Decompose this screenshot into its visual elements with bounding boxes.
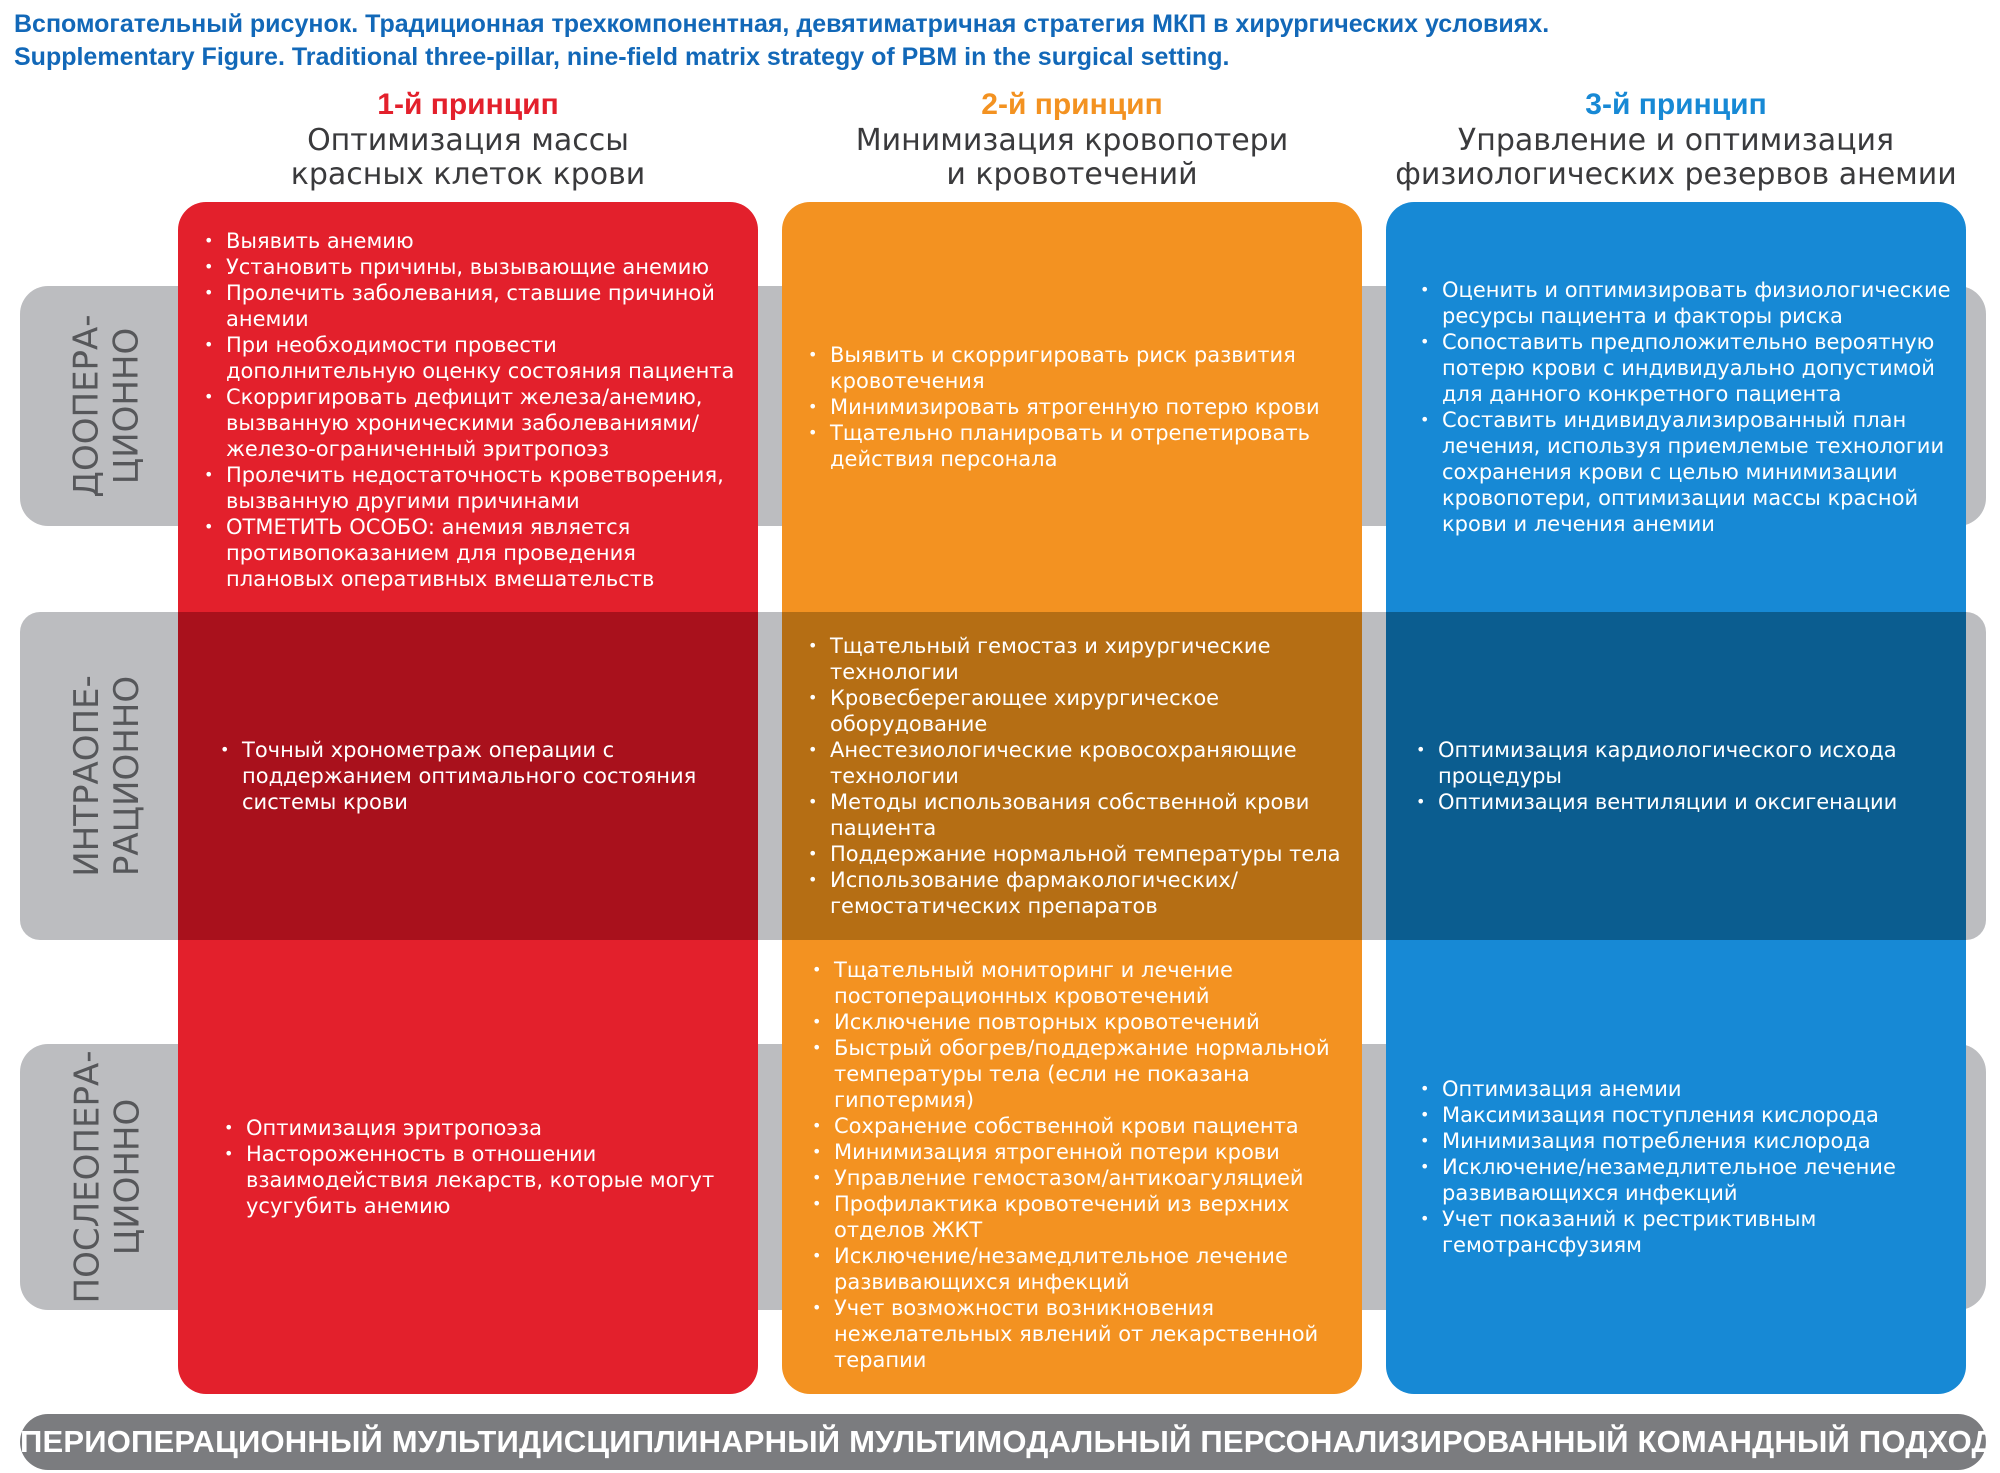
list-item: • Точный хронометраж операции с поддержанием оптимального состояния системы крови — [216, 737, 738, 815]
list-item: • Выявить анемию — [200, 228, 748, 254]
list-item: • Выявить и скорригировать риск развития кровотечения — [804, 342, 1352, 394]
list-item: • Управление гемостазом/антикоагуляцией — [808, 1165, 1352, 1191]
row-label-line: РАЦИОННО — [107, 675, 148, 877]
pillar-header-2 — [782, 86, 1362, 192]
figure-title-en: Supplementary Figure. Traditional three-pillar, nine-field matrix strategy of PBM in the surgical setting. — [14, 43, 1230, 71]
list-item: • Учет возможности возникновения нежелательных явлений от лекарственной терапии — [808, 1295, 1352, 1373]
list-item: • Исключение повторных кровотечений — [808, 1009, 1352, 1035]
pillar-header-3 — [1386, 86, 1966, 192]
list-item: • Кровесберегающее хирургическое оборудование — [804, 685, 1352, 737]
bullet-list — [804, 342, 1352, 472]
bullet-list — [200, 228, 748, 592]
bullet-list — [216, 737, 738, 815]
bullet-list — [808, 957, 1352, 1373]
list-item: • Быстрый обогрев/поддержание нормальной температуры тела (если не показана гипотермия) — [808, 1035, 1352, 1113]
pillar-title-line: Минимизация кровопотери — [855, 123, 1289, 158]
list-item: • Профилактика кровотечений из верхних отделов ЖКТ — [808, 1191, 1352, 1243]
pillar-header-1 — [178, 86, 758, 192]
row-label-line: ЦИОННО — [107, 327, 148, 485]
list-item: • Настороженность в отношении взаимодействия лекарств, которые могут усугубить анемию — [220, 1141, 738, 1219]
cell-intra-3 — [1386, 612, 1966, 940]
list-item: • Методы использования собственной крови пациента — [804, 789, 1352, 841]
cell-post-2 — [782, 950, 1362, 1380]
list-item: • Оптимизация кардиологического исхода процедуры — [1412, 737, 1956, 789]
figure-title-ru: Вспомогательный рисунок. Традиционная трехкомпонентная, девятиматричная стратегия МКП в хирургических условиях. — [14, 10, 1550, 38]
list-item: • Поддержание нормальной температуры тела — [804, 841, 1352, 867]
row-label-line: ДООПЕРА- — [67, 314, 108, 498]
cell-pre-1 — [178, 218, 758, 602]
list-item: • Анестезиологические кровосохраняющие технологии — [804, 737, 1352, 789]
row-label-preoperative — [32, 286, 182, 526]
list-item: • Сопоставить предположительно вероятную потерю крови с индивидуально допустимой для данного конкретного пациента — [1416, 329, 1956, 407]
list-item: • Установить причины, вызывающие анемию — [200, 254, 748, 280]
footer-banner: ПЕРИОПЕРАЦИОННЫЙ МУЛЬТИДИСЦИПЛИНАРНЫЙ МУЛЬТИМОДАЛЬНЫЙ ПЕРСОНАЛИЗИРОВАННЫЙ КОМАНДНЫЙ ПОДХОД — [20, 1414, 1986, 1470]
list-item: • Исключение/незамедлительное лечение развивающихся инфекций — [1416, 1154, 1956, 1206]
pillar-column-2 — [782, 202, 1362, 1394]
list-item: • Оптимизация вентиляции и оксигенации — [1412, 789, 1956, 815]
list-item: • Составить индивидуализированный план лечения, используя приемлемые технологии сохранения крови с целью минимизации кровопотери, оптимизации массы красной крови и лечения анемии — [1416, 407, 1956, 537]
row-label-postoperative — [32, 1044, 182, 1310]
cell-post-3 — [1386, 940, 1966, 1394]
cell-intra-1 — [178, 612, 758, 940]
list-item: • Оптимизация эритропоэза — [220, 1115, 738, 1141]
list-item: • Тщательно планировать и отрепетировать действия персонала — [804, 420, 1352, 472]
list-item: • Максимизация поступления кислорода — [1416, 1102, 1956, 1128]
pillar-title-line: красных клеток крови — [290, 157, 646, 192]
row-label-line: ПОСЛЕОПЕРА- — [67, 1050, 107, 1304]
list-item: • Исключение/незамедлительное лечение развивающихся инфекций — [808, 1243, 1352, 1295]
bullet-list — [804, 633, 1352, 919]
list-item: • Оптимизация анемии — [1416, 1076, 1956, 1102]
row-label-intraoperative — [32, 612, 182, 940]
pillar-title-line: и кровотечений — [946, 157, 1198, 192]
bullet-list — [1412, 737, 1956, 815]
list-item: • Пролечить недостаточность кроветворения, вызванную другими причинами — [200, 462, 748, 514]
list-item: • Тщательный гемостаз и хирургические технологии — [804, 633, 1352, 685]
list-item: • Учет показаний к рестриктивным гемотрансфузиям — [1416, 1206, 1956, 1258]
pillar-title-line: Оптимизация массы — [307, 123, 629, 158]
cell-post-1 — [178, 940, 758, 1394]
pillar-column-3 — [1386, 202, 1966, 1394]
list-item: • ОТМЕТИТЬ ОСОБО: анемия является противопоказанием для проведения плановых оперативных вмешательств — [200, 514, 748, 592]
cell-pre-2 — [782, 202, 1362, 612]
list-item: • При необходимости провести дополнительную оценку состояния пациента — [200, 332, 748, 384]
list-item: • Пролечить заболевания, ставшие причиной анемии — [200, 280, 748, 332]
list-item: • Тщательный мониторинг и лечение постоперационных кровотечений — [808, 957, 1352, 1009]
list-item: • Минимизация ятрогенной потери крови — [808, 1139, 1352, 1165]
pillar-title-line: Управление и оптимизация — [1457, 123, 1895, 158]
bullet-list — [220, 1115, 738, 1219]
cell-intra-2 — [782, 612, 1362, 940]
cell-pre-3 — [1386, 202, 1966, 612]
bullet-list — [1416, 277, 1956, 537]
row-label-line: ЦИОННО — [107, 1098, 147, 1256]
pillar-number: 2-й принцип — [981, 88, 1163, 121]
list-item: • Использование фармакологических/ гемостатических препаратов — [804, 867, 1352, 919]
list-item: • Минимизировать ятрогенную потерю крови — [804, 394, 1352, 420]
list-item: • Сохранение собственной крови пациента — [808, 1113, 1352, 1139]
pillar-title-line: физиологических резервов анемии — [1395, 157, 1957, 192]
list-item: • Минимизация потребления кислорода — [1416, 1128, 1956, 1154]
row-label-line: ИНТРАОПЕ- — [67, 675, 108, 877]
list-item: • Скорригировать дефицит железа/анемию, вызванную хроническими заболеваниями/ железо-ограниченный эритропоэз — [200, 384, 748, 462]
bullet-list — [1416, 1076, 1956, 1258]
pillar-column-1 — [178, 202, 758, 1394]
pillar-number: 3-й принцип — [1585, 88, 1767, 121]
pillar-number: 1-й принцип — [377, 88, 559, 121]
list-item: • Оценить и оптимизировать физиологические ресурсы пациента и факторы риска — [1416, 277, 1956, 329]
